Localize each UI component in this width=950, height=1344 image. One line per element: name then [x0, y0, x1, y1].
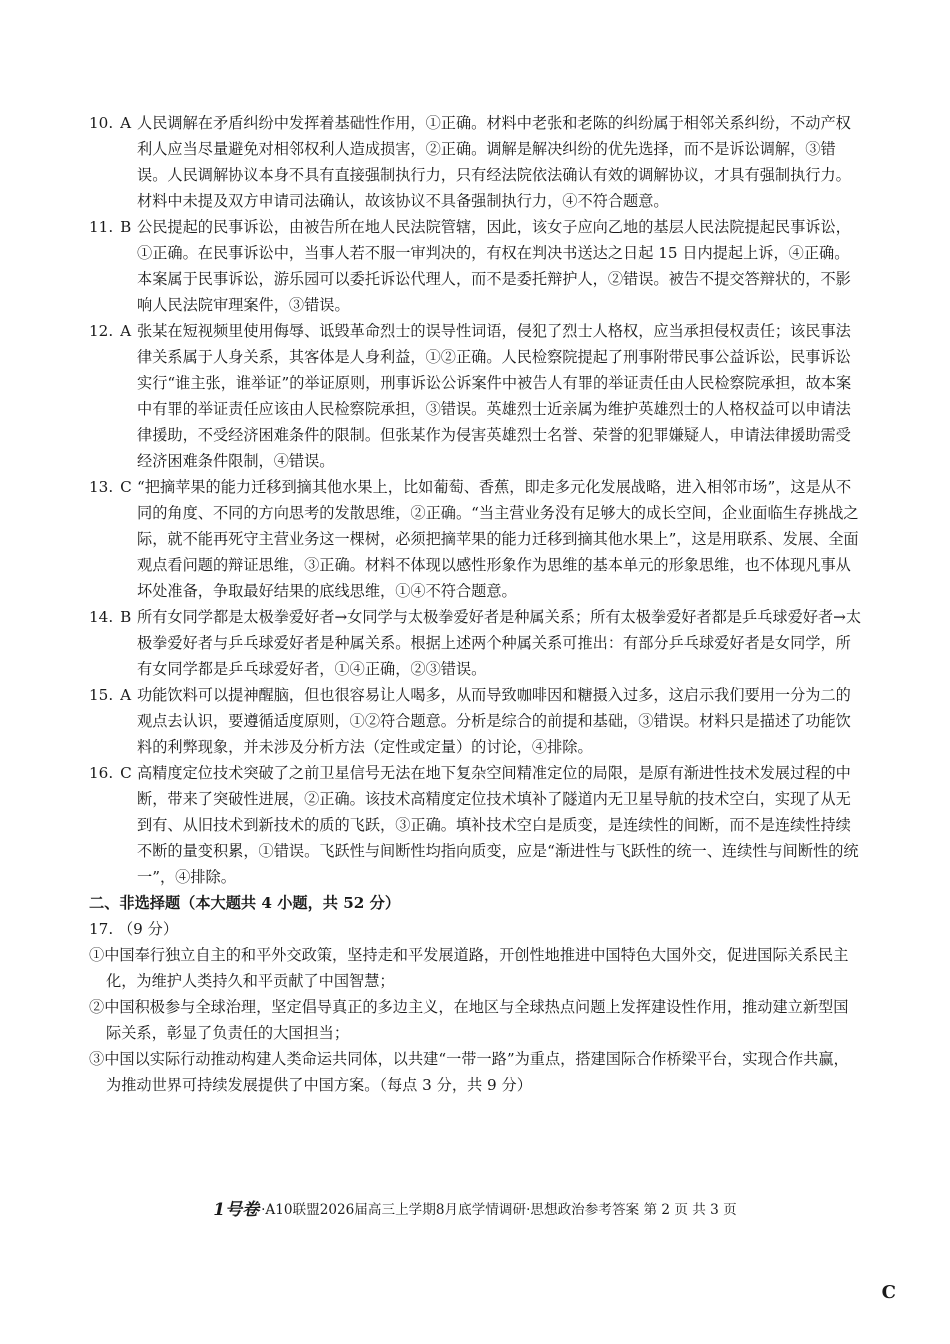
section-title: 二、非选择题（本大题共 4 小题，共 52 分）: [89, 894, 401, 912]
item-explanation: 高精度定位技术突破了之前卫星信号无法在地下复杂空间精准定位的局限，是原有渐进性技术发展过程的中断，带来了突破性进展，②正确。该技术高精度定位技术填补了隧道内无卫星导航的技术空白，实现了从无到有、从旧技术到新技术的质的飞跃，③正确。填补技术空白是质变，是连续性的间断，而不是连续性持续不断的量变积累，①错误。飞跃性与间断性均指向质变，应是“渐进性与飞跃性的统一、连续性与间断性的统一”，④排除。: [137, 764, 859, 886]
answer-item-15: [89, 682, 862, 760]
item-number: 14. B: [89, 608, 132, 626]
item-explanation: 公民提起的民事诉讼，由被告所在地人民法院管辖，因此，该女子应向乙地的基层人民法院提起民事诉讼，①正确。在民事诉讼中，当事人若不服一审判决的，有权在判决书送达之日起 15 日内提起上诉，④正确。本案属于民事诉讼，游乐园可以委托诉讼代理人，而不是委托辩护人，②错误。被告不提交答辩状的，不影响人民法院审理案件，③错误。: [137, 218, 851, 314]
brand-logo: 1号卷: [213, 1200, 260, 1220]
answer-item-14: [89, 604, 862, 682]
item-explanation: 功能饮料可以提神醒脑，但也很容易让人喝多，从而导致咖啡因和糖摄入过多，这启示我们要用一分为二的观点去认识，要遵循适度原则，①②符合题意。分析是综合的前提和基础，③错误。材料只是描述了功能饮料的利弊现象，并未涉及分析方法（定性或定量）的讨论，④排除。: [137, 686, 851, 756]
answer-item-13: [89, 474, 862, 604]
answer-item-16: [89, 760, 862, 890]
answer-content: [89, 110, 862, 1098]
answer-point-3: ③中国以实际行动推动构建人类命运共同体，以共建“一带一路”为重点，搭建国际合作桥梁平台，实现合作共赢，为推动世界可持续发展提供了中国方案。（每点 3 分，共 9 分）: [89, 1050, 849, 1094]
item-number: 12. A: [89, 322, 132, 340]
answer-item-12: [89, 318, 862, 474]
item-explanation: 张某在短视频里使用侮辱、诋毁革命烈士的误导性词语，侵犯了烈士人格权，应当承担侵权责任；该民事法律关系属于人身关系，其客体是人身利益，①②正确。人民检察院提起了刑事附带民事公益诉讼，民事诉讼实行“谁主张，谁举证”的举证原则，刑事诉讼公诉案件中被告人有罪的举证责任由人民检察院承担，故本案中有罪的举证责任应该由人民检察院承担，③错误。英雄烈士近亲属为维护英雄烈士的人格权益可以申请法律援助，不受经济困难条件的限制。但张某作为侵害英雄烈士名誉、荣誉的犯罪嫌疑人，申请法律援助需受经济困难条件限制，④错误。: [137, 322, 852, 470]
item-number: 10. A: [89, 114, 132, 132]
answer-item-11: [89, 214, 862, 318]
answer-point-2: ②中国积极参与全球治理，坚定倡导真正的多边主义，在地区与全球热点问题上发挥建设性作用，推动建立新型国际关系，彰显了负责任的大国担当；: [89, 998, 849, 1042]
item-number: 11. B: [89, 218, 132, 236]
item-explanation: 所有女同学都是太极拳爱好者→女同学与太极拳爱好者是种属关系；所有太极拳爱好者都是乒乓球爱好者→太极拳爱好者与乒乓球爱好者是种属关系。根据上述两个种属关系可推出：有部分乒乓球爱好者是女同学，所有女同学都是乒乓球爱好者，①④正确，②③错误。: [137, 608, 862, 678]
item-number: 15. A: [89, 686, 132, 704]
answer-point-1: ①中国奉行独立自主的和平外交政策，坚持走和平发展道路，开创性地推进中国特色大国外交，促进国际关系民主化，为维护人类持久和平贡献了中国智慧；: [89, 946, 849, 990]
question-17-header: 17. （9 分）: [89, 920, 179, 938]
item-explanation: 人民调解在矛盾纠纷中发挥着基础性作用，①正确。材料中老张和老陈的纠纷属于相邻关系纠纷，不动产权利人应当尽量避免对相邻权利人造成损害，②正确。调解是解决纠纷的优先选择，而不是诉讼调解，③错误。人民调解协议本身不具有直接强制执行力，只有经法院依法确认有效的调解协议，才具有强制执行力。材料中未提及双方申请司法确认，故该协议不具备强制执行力，④不符合题意。: [137, 114, 851, 210]
answer-item-10: [89, 110, 862, 214]
footer-text: ·A10联盟2026届高三上学期8月底学情调研·思想政治参考答案 第 2 页 共 3 页: [261, 1202, 737, 1218]
item-number: 16. C: [89, 764, 132, 782]
corner-mark: C: [881, 1282, 896, 1303]
item-explanation: “把摘苹果的能力迁移到摘其他水果上，比如葡萄、香蕉，即走多元化发展战略，进入相邻市场”，这是从不同的角度、不同的方向思考的发散思维，②正确。“当主营业务没有足够大的成长空间，企业面临生存挑战之际，就不能再死守主营业务这一棵树，必须把摘苹果的能力迁移到摘其他水果上”，这是用联系、发展、全面观点看问题的辩证思维，③正确。材料不体现以感性形象作为思维的基本单元的形象思维，也不体现凡事从坏处准备，争取最好结果的底线思维，①④不符合题意。: [137, 478, 859, 600]
item-number: 13. C: [89, 478, 132, 496]
page-footer: [0, 1195, 950, 1220]
